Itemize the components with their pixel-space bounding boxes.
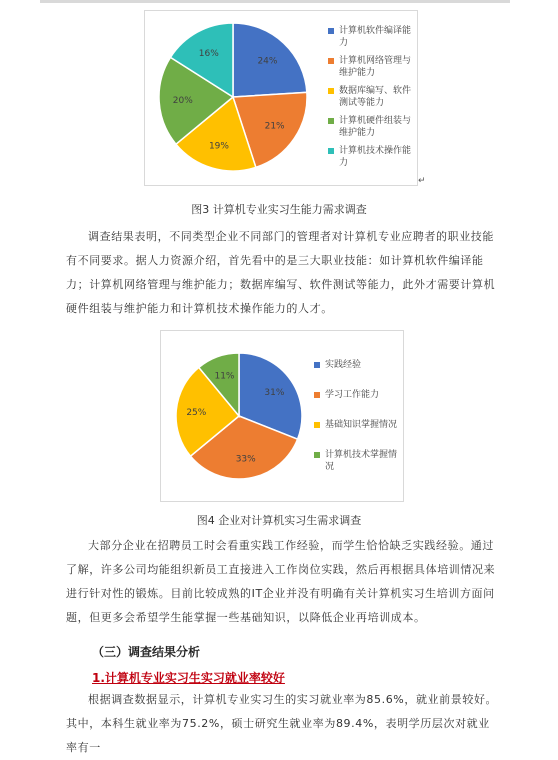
chart4-data-label-2: 25% bbox=[186, 407, 207, 418]
chart3-legend-swatch-4 bbox=[328, 148, 334, 154]
chart3-data-label-0: 24% bbox=[257, 56, 278, 67]
chart3-data-label-1: 21% bbox=[264, 121, 285, 132]
chart4-data-label-3: 11% bbox=[214, 371, 235, 382]
chart3-legend-label-2: 数据库编写、软件测试等能力 bbox=[339, 86, 412, 108]
chart3-legend-item-0 bbox=[328, 25, 418, 49]
chart4-legend-item-2 bbox=[314, 419, 404, 431]
chart4-legend-label-3: 计算机技术掌握情况 bbox=[325, 450, 398, 472]
chart3-legend-label-0: 计算机软件编译能力 bbox=[339, 26, 412, 48]
chart4-legend-label-0: 实践经验 bbox=[325, 360, 362, 370]
chart4-legend-item-1 bbox=[314, 389, 404, 401]
chart-4-caption: 图4 企业对计算机实习生需求调查 bbox=[196, 514, 362, 527]
paragraph-mark: ↵ bbox=[418, 176, 426, 186]
chart3-legend-item-1 bbox=[328, 55, 418, 79]
chart-3-pie bbox=[144, 10, 418, 186]
chart-4-pie bbox=[160, 330, 404, 502]
chart3-legend-label-4: 计算机技术操作能力 bbox=[339, 146, 412, 168]
chart4-legend-item-3 bbox=[314, 449, 404, 473]
chart3-legend-swatch-2 bbox=[328, 88, 334, 94]
chart4-data-label-0: 31% bbox=[264, 387, 285, 398]
chart3-data-label-2: 19% bbox=[208, 141, 229, 152]
paragraph-2: 大部分企业在招聘员工时会看重实践工作经验，而学生恰恰缺乏实践经验。通过了解，许多公司均能组织新员工直接进入工作岗位实践，然后再根据具体培训情况来进行针对性的锻炼。目前比较成熟的IT企业并没有明确有关计算机实习生培训方面问题，但更多会希望学生能掌握一些基础知识，以降低企业再培训成本。 bbox=[66, 539, 496, 624]
chart4-data-label-1: 33% bbox=[235, 454, 256, 465]
chart3-legend-label-3: 计算机硬件组装与维护能力 bbox=[339, 116, 412, 138]
page-top-rule bbox=[40, 0, 510, 3]
chart4-legend-swatch-0 bbox=[314, 362, 320, 368]
chart3-legend-item-3 bbox=[328, 115, 418, 139]
chart3-data-label-3: 20% bbox=[172, 96, 193, 107]
chart3-legend-item-4 bbox=[328, 145, 418, 169]
chart4-legend-label-2: 基础知识掌握情况 bbox=[325, 420, 398, 430]
chart3-legend-label-1: 计算机网络管理与维护能力 bbox=[339, 56, 412, 78]
section-heading: （三）调查结果分析 bbox=[92, 645, 201, 659]
subheading: 1.计算机专业实习生实习就业率较好 bbox=[92, 671, 285, 685]
chart4-legend-swatch-2 bbox=[314, 422, 320, 428]
chart3-legend-swatch-1 bbox=[328, 58, 334, 64]
chart3-legend-swatch-0 bbox=[328, 28, 334, 34]
chart4-legend-label-1: 学习工作能力 bbox=[325, 390, 380, 400]
paragraph-1: 调查结果表明，不同类型企业不同部门的管理者对计算机专业应聘者的职业技能有不同要求。据人力资源介绍，首先看中的是三大职业技能：如计算机软件编译能力；计算机网络管理与维护能力；数据库编写、软件测试等能力，此外才需要计算机硬件组装与维护能力和计算机技术操作能力的人才。 bbox=[66, 230, 496, 315]
pie-chart-4-svg bbox=[161, 331, 403, 501]
paragraph-3: 根据调查数据显示，计算机专业实习生的实习就业率为85.6%，就业前景较好。其中，本科生就业率为75.2%，硕士研究生就业率为89.4%，表明学历层次对就业率有一 bbox=[66, 693, 498, 754]
chart3-data-label-4: 16% bbox=[198, 48, 219, 59]
chart3-legend-swatch-3 bbox=[328, 118, 334, 124]
chart4-legend-item-0 bbox=[314, 359, 404, 371]
chart3-legend-item-2 bbox=[328, 85, 418, 109]
chart4-legend-swatch-3 bbox=[314, 452, 320, 458]
chart4-legend-swatch-1 bbox=[314, 392, 320, 398]
chart-3-caption: 图3 计算机专业实习生能力需求调查 bbox=[191, 203, 367, 216]
